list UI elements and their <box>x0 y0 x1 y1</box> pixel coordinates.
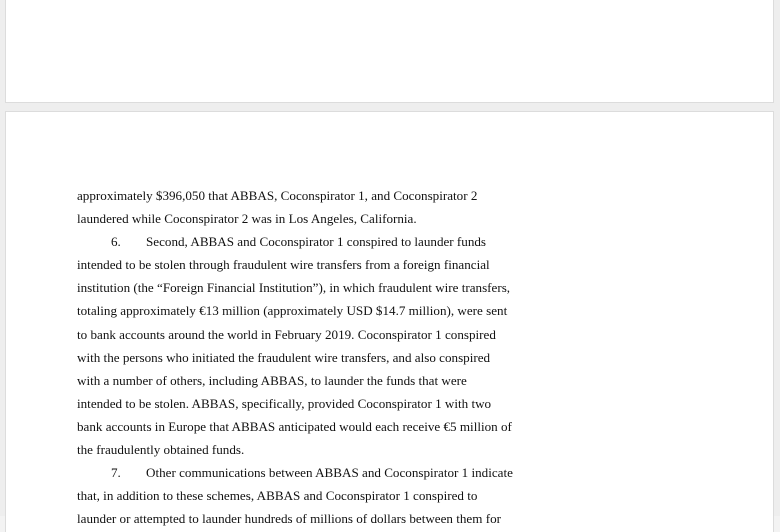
text-line <box>77 369 537 392</box>
text-line <box>77 253 537 276</box>
line-text: Other communications between ABBAS and Coconspirator 1 indicate <box>146 465 513 481</box>
text-line <box>77 207 537 230</box>
line-text: institution (the “Foreign Financial Institution”), in which fraudulent wire transfers, <box>77 280 511 296</box>
text-line <box>77 276 537 299</box>
text-line <box>77 299 537 322</box>
line-text: with the persons who initiated the fraudulent wire transfers, and also conspired <box>77 349 491 365</box>
text-line <box>77 230 537 253</box>
line-text: with a number of others, including ABBAS, to launder the funds that were <box>77 372 467 388</box>
line-text: that, in addition to these schemes, ABBAS and Coconspirator 1 conspired to <box>77 488 478 504</box>
line-text: Second, ABBAS and Coconspirator 1 conspired to launder funds <box>146 234 487 250</box>
text-line <box>77 392 537 415</box>
line-text: intended to be stolen. ABBAS, specifically, provided Coconspirator 1 with two <box>77 395 492 411</box>
document-page <box>6 112 773 532</box>
line-text: intended to be stolen through fraudulent wire transfers from a foreign financial <box>77 257 490 273</box>
previous-page <box>6 0 773 102</box>
text-line <box>77 346 537 369</box>
line-text: bank accounts in Europe that ABBAS anticipated would each receive €5 million of <box>77 418 512 434</box>
text-line <box>77 438 537 461</box>
line-text: launder or attempted to launder hundreds of millions of dollars between them for <box>77 511 501 527</box>
text-line <box>77 461 537 484</box>
text-line <box>77 415 537 438</box>
paragraph-number: 7. <box>111 465 121 481</box>
line-text: to bank accounts around the world in February 2019. Coconspirator 1 conspired <box>77 326 496 342</box>
text-line <box>77 323 537 346</box>
line-text: totaling approximately €13 million (approximately USD $14.7 million), were sent <box>77 303 508 319</box>
line-text: laundered while Coconspirator 2 was in Los Angeles, California. <box>77 211 417 227</box>
text-line <box>77 184 537 207</box>
paragraph-number: 6. <box>111 234 121 250</box>
text-line <box>77 484 537 507</box>
line-text: the fraudulently obtained funds. <box>77 442 245 458</box>
text-line <box>77 507 537 530</box>
page-body-text <box>77 184 537 530</box>
line-text: approximately $396,050 that ABBAS, Coconspirator 1, and Coconspirator 2 <box>77 188 478 203</box>
